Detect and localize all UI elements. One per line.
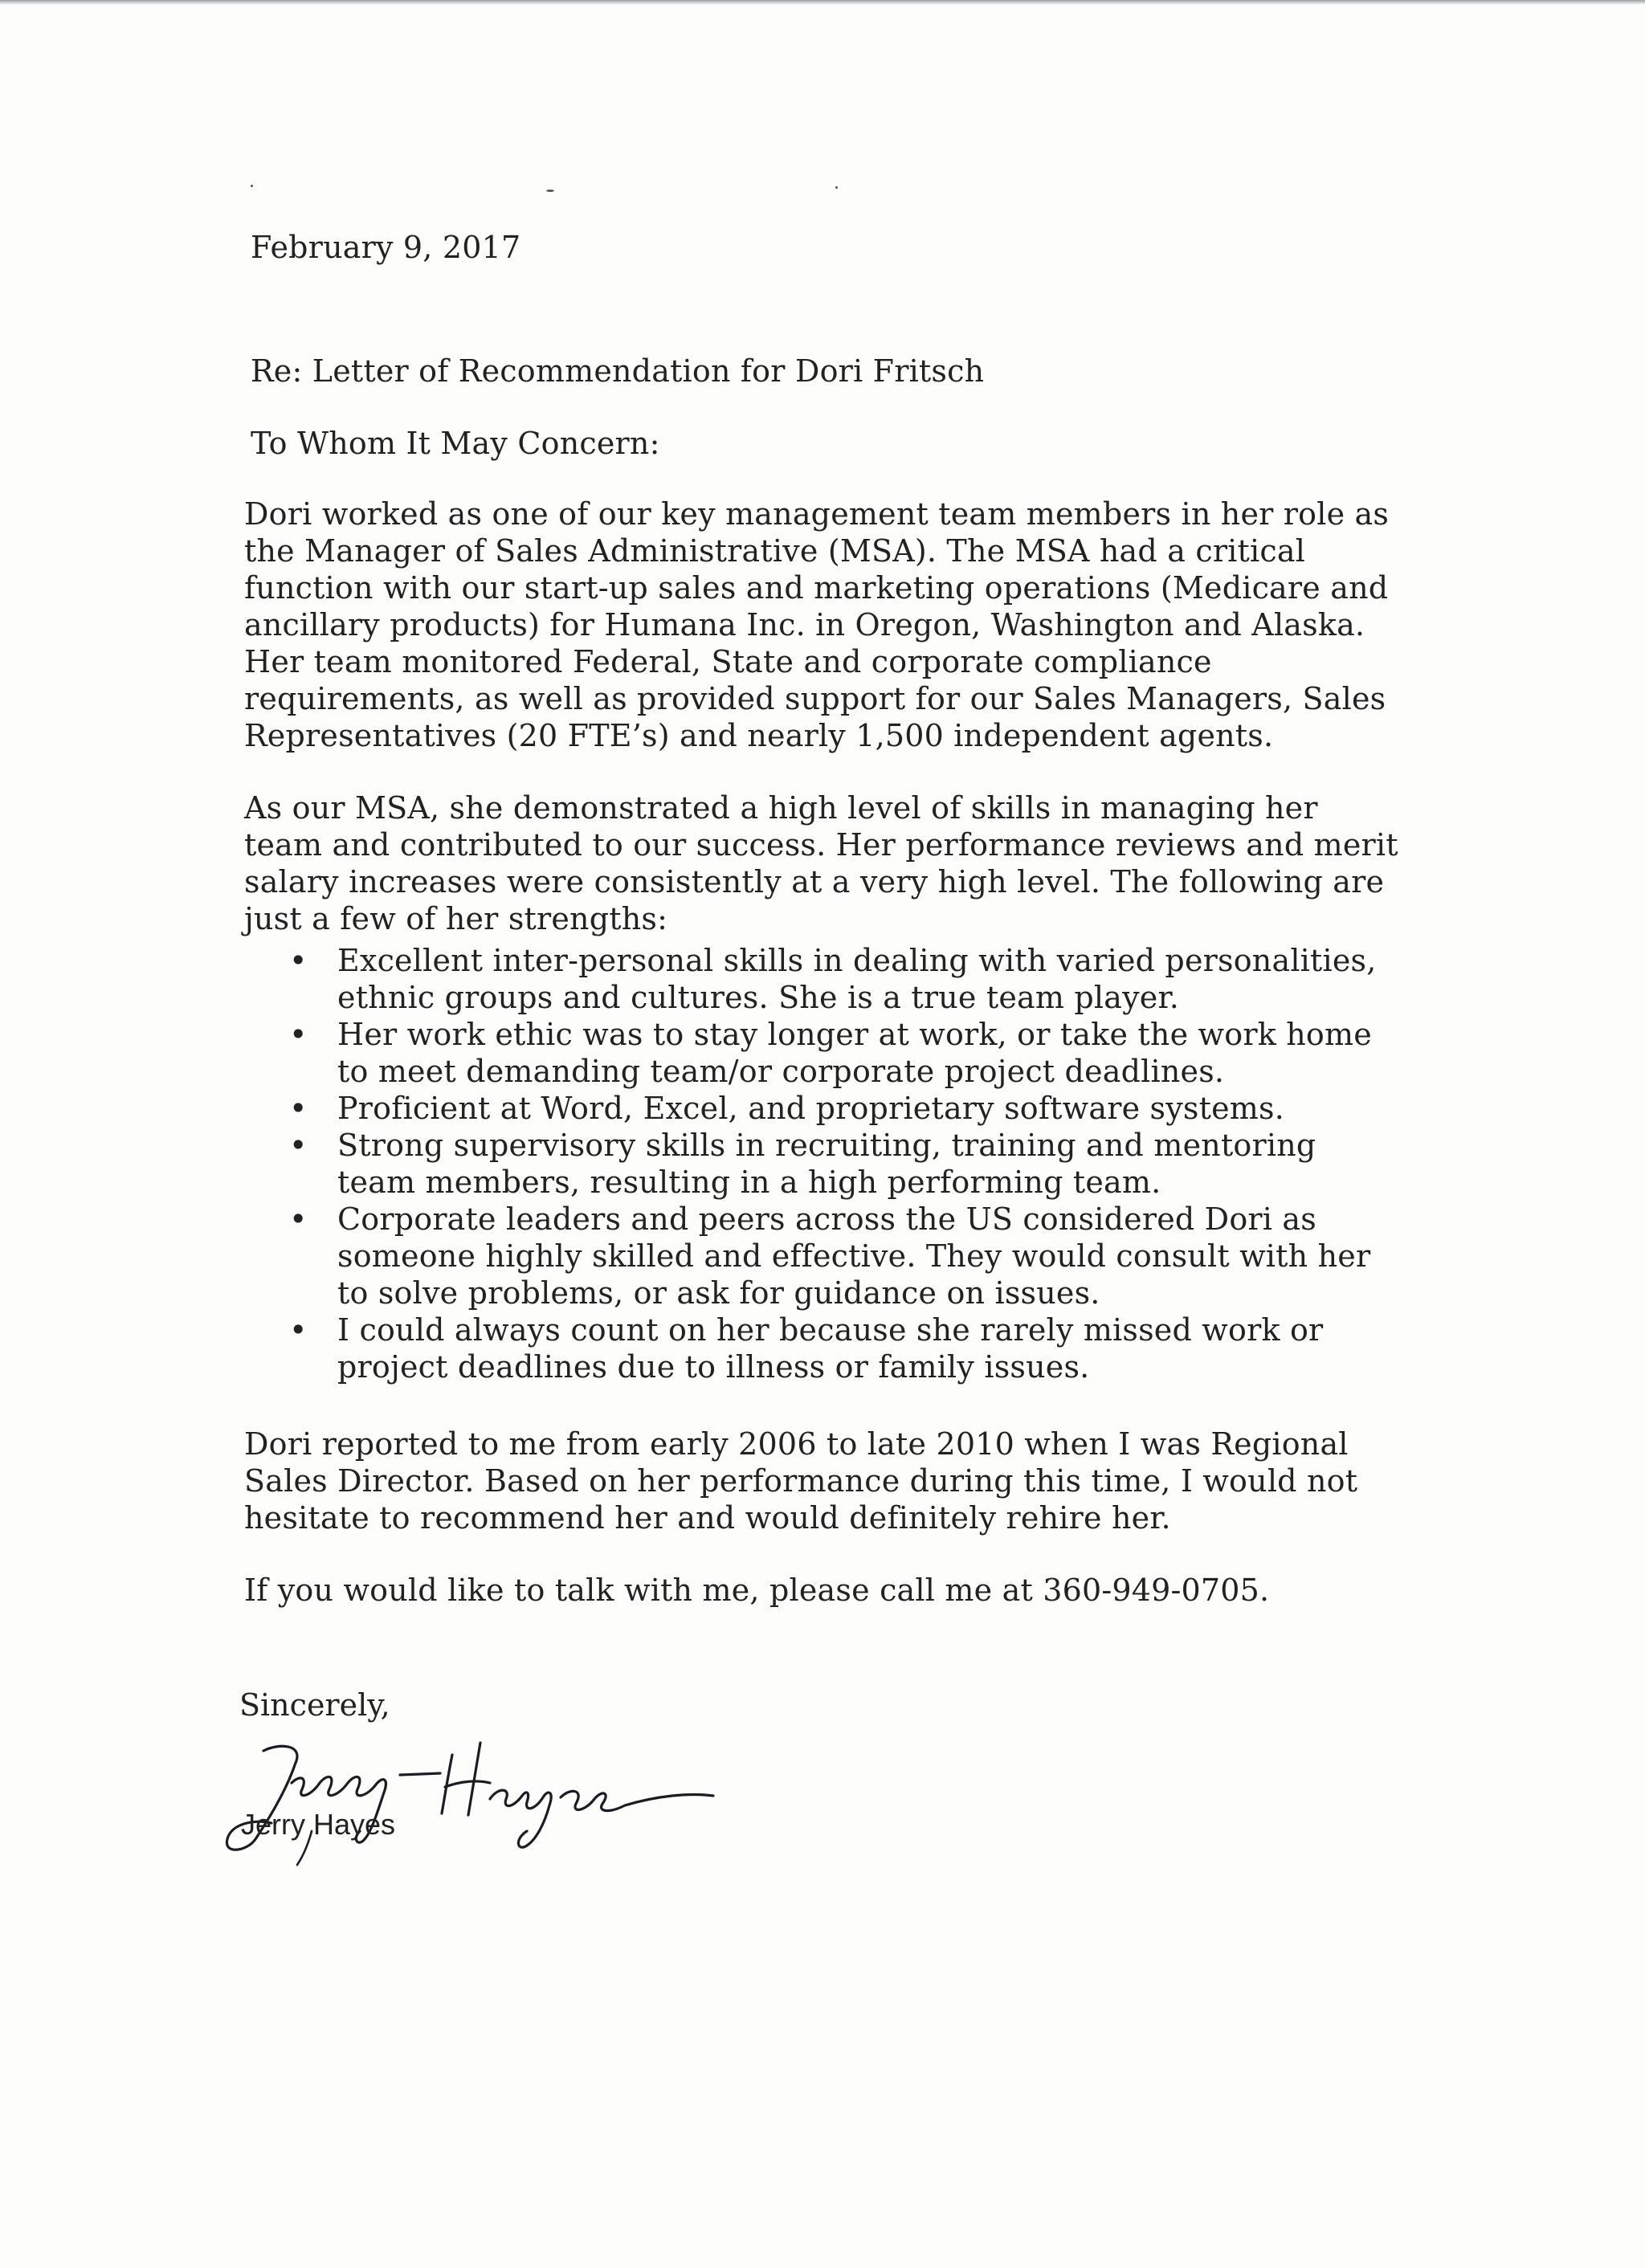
strength-item: • I could always count on her because she rarely missed work or project deadlines due to illness or family issues. bbox=[286, 1311, 1422, 1385]
scan-speck bbox=[251, 185, 253, 187]
scan-speck bbox=[546, 190, 554, 192]
strength-item: • Corporate leaders and peers across the US considered Dori as someone highly skilled and effective. They would consult with her to solve problems, or ask for guidance on issues. bbox=[286, 1201, 1422, 1311]
scan-top-edge bbox=[0, 0, 1645, 5]
signer-name: Jerry Hayes bbox=[241, 1808, 396, 1841]
paragraph-contact: If you would like to talk with me, please call me at 360-949-0705. bbox=[244, 1573, 1270, 1608]
paragraph-reporting-period: Dori reported to me from early 2006 to late 2010 when I was Regional Sales Director. Based on her performance during this time, I would not hesitate to recommend her and would definitely rehire her. bbox=[244, 1426, 1358, 1536]
strength-item: • Her work ethic was to stay longer at work, or take the work home to meet demanding team/or corporate project deadlines. bbox=[286, 1016, 1422, 1090]
handwritten-signature bbox=[207, 1719, 721, 1871]
letter-salutation: To Whom It May Concern: bbox=[251, 426, 660, 461]
letter-date: February 9, 2017 bbox=[251, 230, 521, 265]
closing-phrase: Sincerely, bbox=[239, 1687, 390, 1723]
paragraph-role-description: Dori worked as one of our key management team members in her role as the Manager of Sales Administrative (MSA). The MSA had a critical function with our start-up sales and marketing operations (Medicare and ancillary products) for Humana Inc. in Oregon, Washington and Alaska. Her team monitored Federal, State and corporate compliance requirements, as well as provided support for our Sales Managers, Sales Representatives (20 FTE’s) and nearly 1,500 independent agents. bbox=[244, 496, 1390, 753]
strength-item: • Strong supervisory skills in recruiting, training and mentoring team members, resulting in a high performing team. bbox=[286, 1127, 1422, 1201]
strengths-list bbox=[286, 942, 1422, 1385]
scan-speck bbox=[835, 186, 838, 189]
signature-block bbox=[239, 1687, 802, 1863]
strength-item: • Excellent inter-personal skills in dealing with varied personalities, ethnic groups and cultures. She is a true team player. bbox=[286, 942, 1422, 1016]
strength-item: • Proficient at Word, Excel, and proprietary software systems. bbox=[286, 1090, 1422, 1127]
letter-subject: Re: Letter of Recommendation for Dori Fritsch bbox=[251, 353, 985, 389]
letter-body bbox=[241, 229, 1422, 1644]
paragraph-performance: As our MSA, she demonstrated a high level of skills in managing her team and contributed to our success. Her performance reviews and merit salary increases were consistently at a very high level. The following are just a few of her strengths: bbox=[244, 790, 1398, 936]
